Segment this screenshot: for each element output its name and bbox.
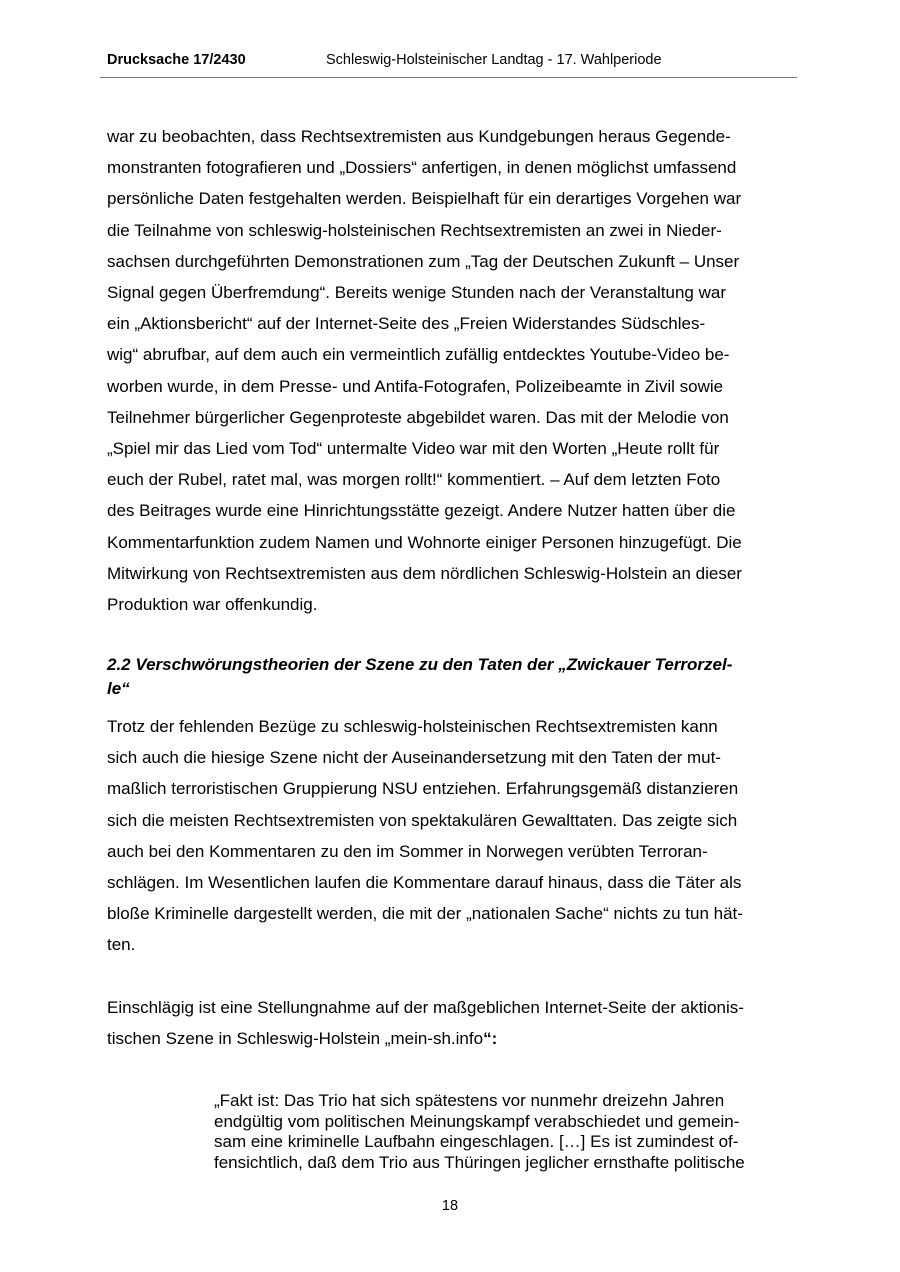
text-line: ein „Aktionsbericht“ auf der Internet-Seite des „Freien Widerstandes Südschles- [107, 314, 706, 334]
heading-line: le“ [107, 679, 130, 698]
paragraph-1 [107, 121, 742, 620]
text-span: tischen Szene in Schleswig-Holstein „mein-sh.info [107, 1029, 484, 1049]
text-line: sich die meisten Rechtsextremisten von spektakulären Gewalttaten. Das zeigte sich [107, 810, 738, 830]
text-line: „Spiel mir das Lied vom Tod“ untermalte Video war mit den Worten „Heute rollt für [107, 439, 720, 459]
text-line: schlägen. Im Wesentlichen laufen die Kommentare darauf hinaus, dass die Täter als [107, 873, 742, 893]
text-line: sich auch die hiesige Szene nicht der Auseinandersetzung mit den Taten der mut- [107, 748, 721, 768]
text-line: ten. [107, 935, 136, 955]
text-line: persönliche Daten festgehalten werden. Beispielhaft für ein derartiges Vorgehen war [107, 189, 742, 209]
page-number: 18 [441, 1198, 459, 1214]
text-line: die Teilnahme von schleswig-holsteinischen Rechtsextremisten an zwei in Nieder- [107, 220, 722, 240]
text-line: „Fakt ist: Das Trio hat sich spätestens vor nunmehr dreizehn Jahren [214, 1091, 725, 1110]
text-line [107, 1023, 744, 1054]
text-line: maßlich terroristischen Gruppierung NSU entziehen. Erfahrungsgemäß distanzieren [107, 779, 739, 799]
text-line: sam eine kriminelle Laufbahn eingeschlagen. […] Es ist zumindest of- [214, 1132, 739, 1151]
text-line: Signal gegen Überfremdung“. Bereits wenige Stunden nach der Veranstaltung war [107, 283, 726, 303]
paragraph-3 [107, 992, 744, 1054]
text-line: Trotz der fehlenden Bezüge zu schleswig-holsteinischen Rechtsextremisten kann [107, 717, 718, 736]
text-line: fensichtlich, daß dem Trio aus Thüringen jeglicher ernsthafte politische [214, 1152, 745, 1172]
text-line: des Beitrages wurde eine Hinrichtungsstätte gezeigt. Andere Nutzer hatten über die [107, 501, 736, 521]
text-line: Produktion war offenkundig. [107, 595, 318, 615]
text-line: auch bei den Kommentaren zu den im Sommer in Norwegen verübten Terroran- [107, 841, 708, 861]
header-divider [100, 77, 797, 78]
text-line: Teilnehmer bürgerlicher Gegenproteste abgebildet waren. Das mit der Melodie von [107, 407, 729, 427]
text-line: worben wurde, in dem Presse- und Antifa-Fotografen, Polizeibeamte in Zivil sowie [107, 376, 724, 396]
bold-quote-mark: “: [483, 1029, 498, 1049]
document-number: Drucksache 17/2430 [107, 52, 246, 68]
text-line: bloße Kriminelle dargestellt werden, die mit der „nationalen Sache“ nichts zu tun hät- [107, 904, 743, 924]
header-title: Schleswig-Holsteinischer Landtag - 17. Wahlperiode [326, 52, 662, 68]
text-line: Einschlägig ist eine Stellungnahme auf der maßgeblichen Internet-Seite der aktionis- [107, 998, 744, 1017]
paragraph-2 [107, 711, 743, 961]
block-quote [214, 1091, 745, 1173]
text-line: euch der Rubel, ratet mal, was morgen rollt!“ kommentiert. – Auf dem letzten Foto [107, 470, 721, 490]
text-line: endgültig vom politischen Meinungskampf verabschiedet und gemein- [214, 1111, 740, 1131]
text-line: sachsen durchgeführten Demonstrationen zum „Tag der Deutschen Zukunft – Unser [107, 251, 740, 271]
text-line: Mitwirkung von Rechtsextremisten aus dem nördlichen Schleswig-Holstein an dieser [107, 563, 742, 583]
text-line: wig“ abrufbar, auf dem auch ein vermeintlich zufällig entdecktes Youtube-Video be- [107, 345, 730, 365]
section-heading [107, 653, 732, 701]
heading-line: 2.2 Verschwörungstheorien der Szene zu den Taten der „Zwickauer Terrorzel- [107, 655, 733, 674]
text-line: war zu beobachten, dass Rechtsextremisten aus Kundgebungen heraus Gegende- [107, 127, 731, 146]
text-line: Kommentarfunktion zudem Namen und Wohnorte einiger Personen hinzugefügt. Die [107, 532, 742, 552]
text-line: monstranten fotografieren und „Dossiers“ anfertigen, in denen möglichst umfassend [107, 158, 737, 178]
